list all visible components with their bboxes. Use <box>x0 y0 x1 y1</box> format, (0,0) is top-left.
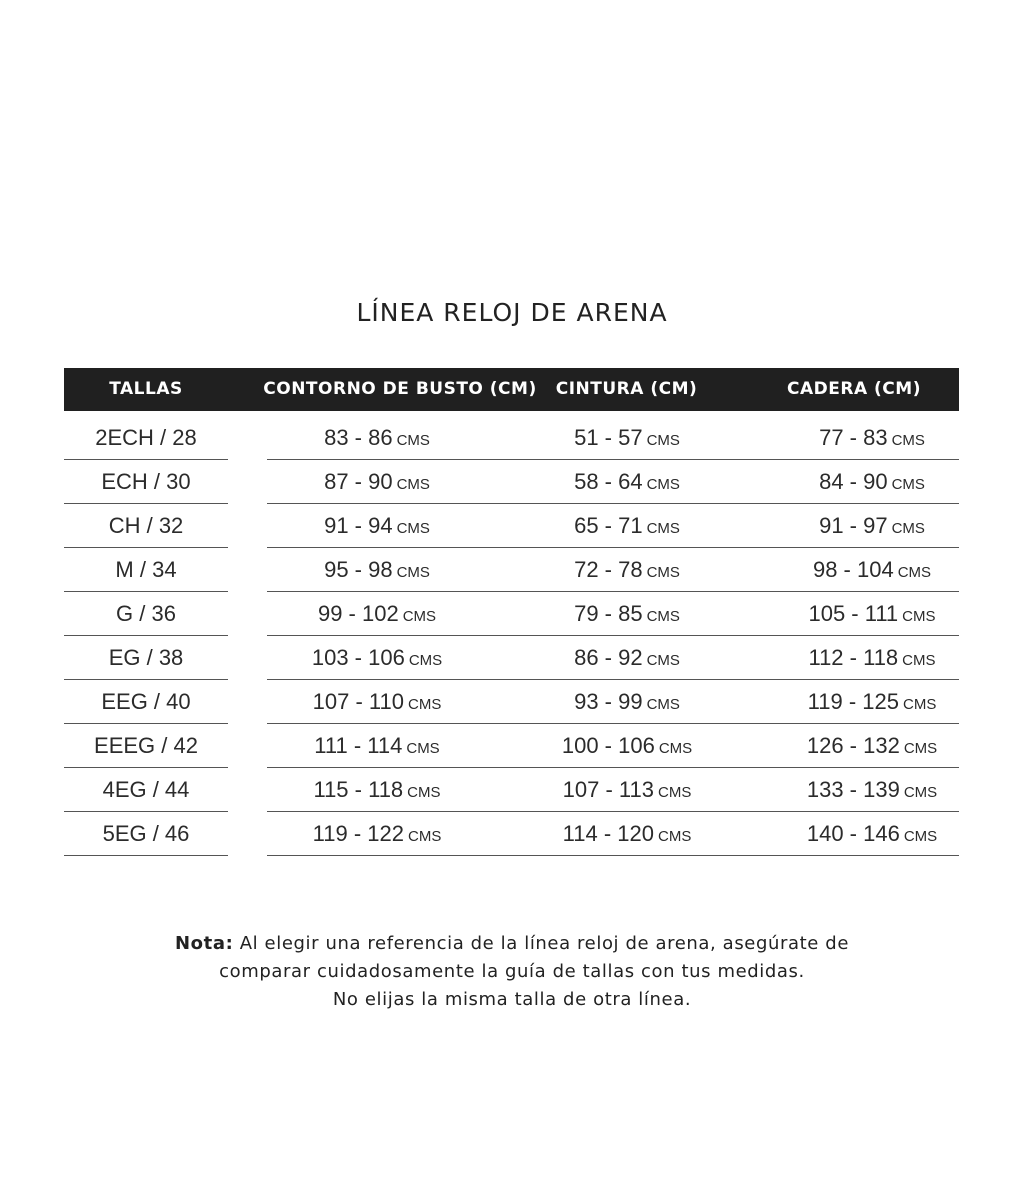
cell-talla <box>64 548 228 592</box>
cell-talla <box>64 680 228 724</box>
cell-cintura <box>517 724 737 768</box>
cell-cintura <box>517 768 737 812</box>
unit-label: CMS <box>903 784 938 801</box>
cell-talla <box>64 812 228 856</box>
cell-cintura-value: 51 - 57 <box>574 425 643 450</box>
cell-cadera <box>762 768 982 812</box>
unit-label: CMS <box>646 696 680 713</box>
note-text-1: Al elegir una referencia de la línea reloj de arena, asegúrate de <box>239 933 849 954</box>
cell-cadera <box>762 548 982 592</box>
cell-busto-value: 87 - 90 <box>324 469 393 494</box>
cell-cintura-value: 58 - 64 <box>574 469 643 494</box>
cell-cadera-value: 133 - 139 <box>806 777 900 802</box>
cell-talla-value: EEEG / 42 <box>94 733 198 758</box>
cell-busto-value: 111 - 114 <box>314 733 403 758</box>
unit-label: CMS <box>408 696 442 713</box>
cell-talla <box>64 768 228 812</box>
cell-busto <box>267 592 487 636</box>
cell-cintura <box>517 680 737 724</box>
cell-cadera <box>762 592 982 636</box>
cell-talla <box>64 504 228 548</box>
cell-talla-value: EEG / 40 <box>101 689 191 714</box>
cell-talla-value: CH / 32 <box>108 513 184 538</box>
cell-cintura <box>517 592 737 636</box>
size-table-body <box>0 416 1024 856</box>
cell-cadera-value: 105 - 111 <box>808 601 899 626</box>
header-busto: CONTORNO DE BUSTO (CM) <box>263 379 537 399</box>
cell-busto-value: 115 - 118 <box>313 777 404 802</box>
table-row <box>0 548 1024 592</box>
cell-cadera-value: 119 - 125 <box>807 689 899 714</box>
unit-label: CMS <box>396 432 430 449</box>
unit-label: CMS <box>897 564 932 581</box>
header-tallas: TALLAS <box>109 379 183 399</box>
cell-cintura <box>517 636 737 680</box>
table-row <box>0 680 1024 724</box>
cell-talla-value: EG / 38 <box>108 645 184 670</box>
cell-talla-value: ECH / 30 <box>101 469 191 494</box>
unit-label: CMS <box>396 564 430 581</box>
cell-busto-value: 99 - 102 <box>317 601 399 626</box>
cell-cintura-value: 93 - 99 <box>574 689 643 714</box>
table-header <box>64 368 959 411</box>
table-row <box>0 636 1024 680</box>
cell-cadera <box>762 812 982 856</box>
cell-cadera-value: 98 - 104 <box>812 557 894 582</box>
note-label: Nota: <box>175 933 234 954</box>
cell-cintura <box>517 416 737 460</box>
header-cadera: CADERA (CM) <box>787 379 921 399</box>
unit-label: CMS <box>646 564 680 581</box>
cell-busto <box>267 680 487 724</box>
cell-busto-value: 95 - 98 <box>324 557 393 582</box>
cell-cadera-value: 140 - 146 <box>806 821 900 846</box>
unit-label: CMS <box>396 520 430 537</box>
note-line-2: comparar cuidadosamente la guía de tallas con tus medidas. <box>219 961 805 982</box>
table-row <box>0 460 1024 504</box>
unit-label: CMS <box>902 652 936 669</box>
cell-cintura-value: 100 - 106 <box>561 733 655 758</box>
unit-label: CMS <box>903 828 938 845</box>
unit-label: CMS <box>646 608 680 625</box>
cell-busto <box>267 504 487 548</box>
unit-label: CMS <box>646 432 680 449</box>
cell-talla <box>64 636 228 680</box>
table-row <box>0 592 1024 636</box>
cell-talla-value: 2ECH / 28 <box>95 425 197 450</box>
cell-busto-value: 91 - 94 <box>324 513 393 538</box>
cell-cintura-value: 72 - 78 <box>574 557 643 582</box>
cell-cintura <box>517 504 737 548</box>
cell-talla-value: 5EG / 46 <box>102 821 190 846</box>
cell-talla-value: G / 36 <box>116 601 176 626</box>
header-cintura: CINTURA (CM) <box>555 379 698 399</box>
unit-label: CMS <box>902 608 936 625</box>
unit-label: CMS <box>646 520 680 537</box>
cell-talla-value: M / 34 <box>115 557 177 582</box>
unit-label: CMS <box>903 696 937 713</box>
cell-cintura-value: 86 - 92 <box>574 645 643 670</box>
cell-cadera <box>762 504 982 548</box>
unit-label: CMS <box>406 740 440 757</box>
cell-cadera <box>762 724 982 768</box>
cell-cintura <box>517 548 737 592</box>
cell-busto-value: 119 - 122 <box>312 821 404 846</box>
cell-cintura <box>517 460 737 504</box>
cell-busto <box>267 548 487 592</box>
cell-busto-value: 107 - 110 <box>312 689 404 714</box>
table-row <box>0 768 1024 812</box>
unit-label: CMS <box>903 740 938 757</box>
unit-label: CMS <box>407 784 441 801</box>
cell-cadera <box>762 680 982 724</box>
note <box>0 930 1024 1014</box>
cell-busto <box>267 460 487 504</box>
unit-label: CMS <box>646 652 680 669</box>
unit-label: CMS <box>646 476 680 493</box>
cell-cadera-value: 84 - 90 <box>819 469 888 494</box>
cell-cadera-value: 91 - 97 <box>819 513 888 538</box>
cell-talla <box>64 416 228 460</box>
unit-label: CMS <box>396 476 430 493</box>
cell-busto <box>267 812 487 856</box>
table-row <box>0 416 1024 460</box>
cell-cadera <box>762 416 982 460</box>
table-row <box>0 812 1024 856</box>
row-divider <box>64 855 228 856</box>
cell-cadera <box>762 636 982 680</box>
unit-label: CMS <box>402 608 437 625</box>
note-line-3: No elijas la misma talla de otra línea. <box>332 989 692 1010</box>
cell-cadera-value: 112 - 118 <box>808 645 899 670</box>
cell-cintura-value: 79 - 85 <box>574 601 643 626</box>
cell-busto <box>267 416 487 460</box>
cell-busto-value: 83 - 86 <box>324 425 393 450</box>
cell-cintura-value: 65 - 71 <box>574 513 643 538</box>
cell-busto <box>267 636 487 680</box>
cell-talla-value: 4EG / 44 <box>102 777 190 802</box>
cell-busto <box>267 724 487 768</box>
page-title: LÍNEA RELOJ DE ARENA <box>356 298 668 327</box>
cell-cadera <box>762 460 982 504</box>
cell-cadera-value: 126 - 132 <box>806 733 900 758</box>
table-row <box>0 724 1024 768</box>
cell-cintura-value: 114 - 120 <box>562 821 654 846</box>
cell-talla <box>64 592 228 636</box>
cell-cadera-value: 77 - 83 <box>819 425 888 450</box>
unit-label: CMS <box>891 476 925 493</box>
unit-label: CMS <box>408 828 442 845</box>
row-divider <box>267 855 959 856</box>
unit-label: CMS <box>891 520 925 537</box>
cell-cintura-value: 107 - 113 <box>562 777 654 802</box>
note-line-1 <box>0 930 1024 958</box>
cell-busto <box>267 768 487 812</box>
unit-label: CMS <box>408 652 443 669</box>
unit-label: CMS <box>658 828 692 845</box>
unit-label: CMS <box>658 740 693 757</box>
cell-cintura <box>517 812 737 856</box>
cell-talla <box>64 460 228 504</box>
table-row <box>0 504 1024 548</box>
cell-busto-value: 103 - 106 <box>311 645 405 670</box>
unit-label: CMS <box>891 432 925 449</box>
cell-talla <box>64 724 228 768</box>
unit-label: CMS <box>658 784 692 801</box>
